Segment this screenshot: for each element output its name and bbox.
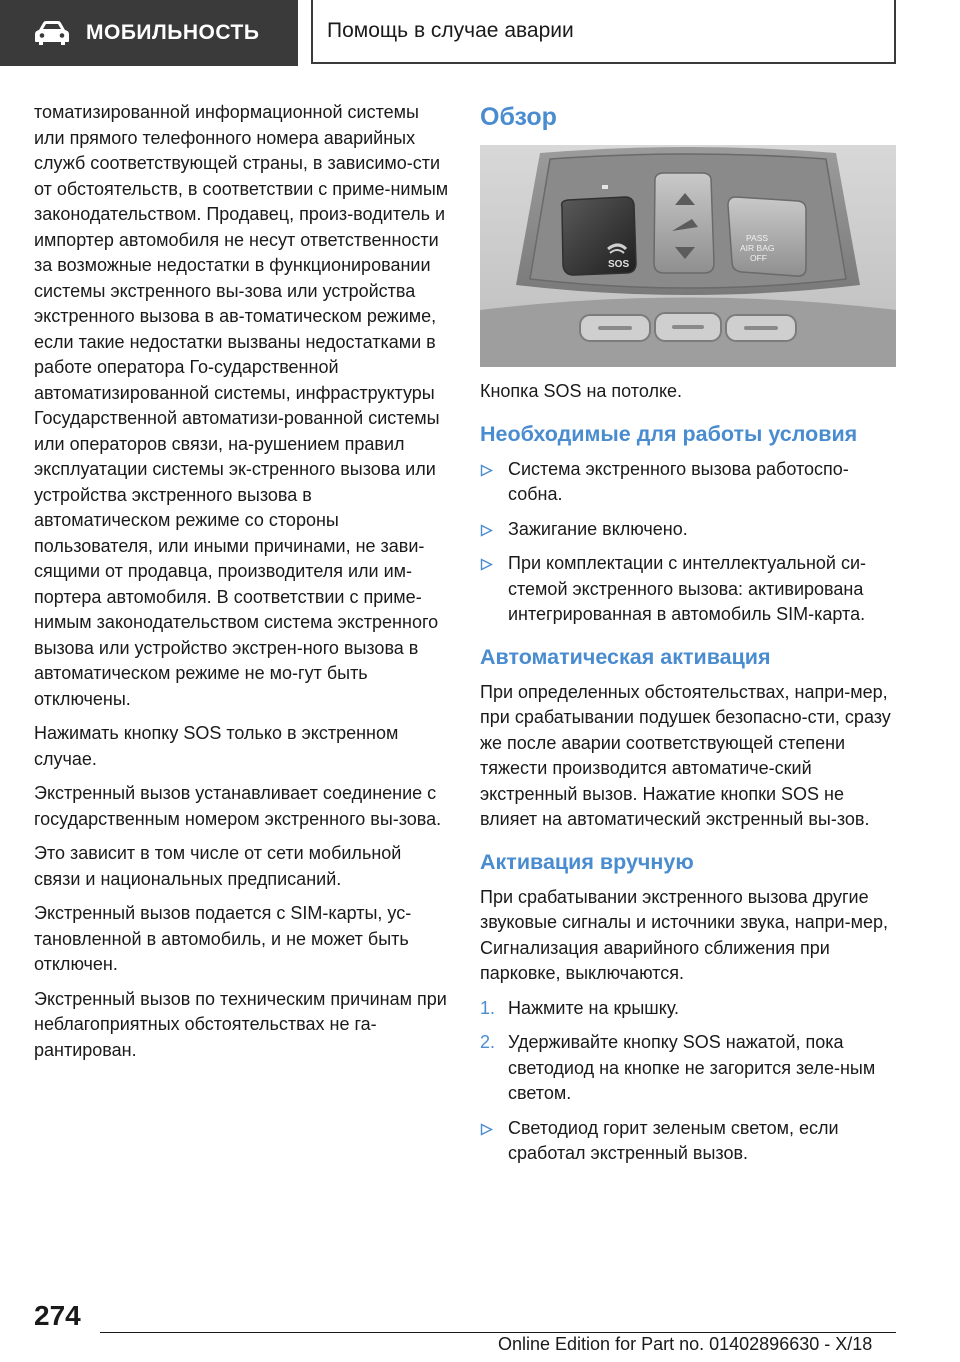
list-item-text: Зажигание включено. bbox=[508, 518, 688, 539]
airbag-label-line2: AIR BAG bbox=[740, 243, 775, 253]
paragraph: Нажимать кнопку SOS только в экстренном случае. bbox=[34, 723, 399, 769]
manual-activation-heading: Активация вручную bbox=[480, 849, 694, 874]
list-item-text: При комплектации с интеллектуальной си-стемой экстренного вызова: активирована интегрированная в автомобиль SIM-карта. bbox=[508, 553, 867, 624]
auto-activation-heading: Автоматическая активация bbox=[480, 644, 771, 669]
airbag-label-line3: OFF bbox=[750, 253, 767, 263]
left-column bbox=[34, 100, 449, 1072]
list-item-text: Система экстренного вызова работоспо-собна. bbox=[508, 458, 849, 504]
manual-activation-text: При срабатывании экстренного вызова другие звуковые сигналы и источники звука, напри-мер, Сигнализация аварийного сближения при парковке, выключаются. bbox=[480, 886, 888, 983]
result-text: Светодиод горит зеленым светом, если сработал экстренный вызов. bbox=[508, 1117, 839, 1163]
chapter-title: Помощь в случае аварии bbox=[327, 19, 574, 42]
airbag-label-line1: PASS bbox=[746, 233, 769, 243]
triangle-bullet-icon bbox=[480, 464, 493, 477]
paragraph: Экстренный вызов устанавливает соединение с государственным номером экстренного вы-зова. bbox=[34, 783, 442, 829]
section-label: МОБИЛЬНОСТЬ bbox=[86, 21, 260, 44]
step-number: 1. bbox=[480, 997, 496, 1018]
overview-heading: Обзор bbox=[480, 103, 557, 131]
list-item bbox=[480, 457, 896, 508]
triangle-bullet-icon bbox=[480, 524, 493, 537]
chapter-title-box bbox=[311, 0, 896, 64]
paragraph: Это зависит в том числе от сети мобильной связи и национальных предписаний. bbox=[34, 843, 402, 889]
footer-divider bbox=[100, 1332, 896, 1333]
steps-list bbox=[480, 996, 896, 1167]
paragraph: Экстренный вызов подается с SIM-карты, ус-тановленной в автомобиль, и не может быть отключен. bbox=[34, 903, 412, 974]
step-text: Удерживайте кнопку SOS нажатой, пока светодиод на кнопке не загорится зеле-ным светом. bbox=[508, 1032, 876, 1103]
car-icon bbox=[34, 20, 70, 46]
triangle-bullet-icon bbox=[480, 1123, 493, 1136]
step-item bbox=[480, 996, 896, 1022]
requirements-list bbox=[480, 457, 896, 628]
triangle-bullet-icon bbox=[480, 558, 493, 571]
list-item bbox=[480, 517, 896, 543]
right-column bbox=[480, 100, 896, 1176]
requirements-heading: Необходимые для работы условия bbox=[480, 421, 858, 446]
step-item bbox=[480, 1030, 896, 1107]
sos-button-photo bbox=[480, 145, 896, 367]
list-item bbox=[480, 551, 896, 628]
paragraph: Экстренный вызов по техническим причинам при неблагоприятных обстоятельствах не га-рантирован. bbox=[34, 988, 447, 1060]
paragraph: томатизированной информационной системы или прямого телефонного номера аварийных служб соответствующей страны, в зависимо-сти от обстоятельств, в соответствии с приме-нимым законодательством. Продавец, произ-водитель и импортер автомобиля не несут ответственности за возможные недостатки в функционировании системы экстренного вы-зова или устройства экстренного вызова в ав-томатическом режиме, если такие недостатки вызваны недостатками в работе оператора Го-сударственной автоматизированной системы, инфраструктуры Государственной автоматизи-рованной системы или операторов связи, на-рушением правил эксплуатации системы эк-стренного вызова или устройства экстренного вызова в автоматическом режиме со стороны пользователя, или иными причинами, не зави-сящими от продавца, производителя или им-портера автомобиля. В соответствии с приме-нимым законодательством система экстренного вызова или устройство экстрен-ного вызова в автоматическом режиме не мо-гут быть отключены. bbox=[34, 102, 449, 709]
sos-button-label: SOS bbox=[608, 259, 630, 270]
photo-caption: Кнопка SOS на потолке. bbox=[480, 381, 683, 401]
result-item bbox=[480, 1116, 896, 1167]
page-number: 274 bbox=[34, 1300, 81, 1331]
step-text: Нажмите на крышку. bbox=[508, 997, 680, 1018]
page-header bbox=[0, 0, 960, 66]
section-tab bbox=[0, 0, 298, 66]
step-number: 2. bbox=[480, 1032, 496, 1052]
auto-activation-text: При определенных обстоятельствах, напри-мер, при срабатывании подушек безопасно-сти, сразу же после аварии соответствующей степени тяжести производится автоматиче-ский экстренный вызов. Нажатие кнопки SOS не влияет на автоматический экстренный вы-зов. bbox=[480, 681, 891, 829]
footer-edition: Online Edition for Part no. 01402896630 - X/18 bbox=[498, 1334, 873, 1354]
